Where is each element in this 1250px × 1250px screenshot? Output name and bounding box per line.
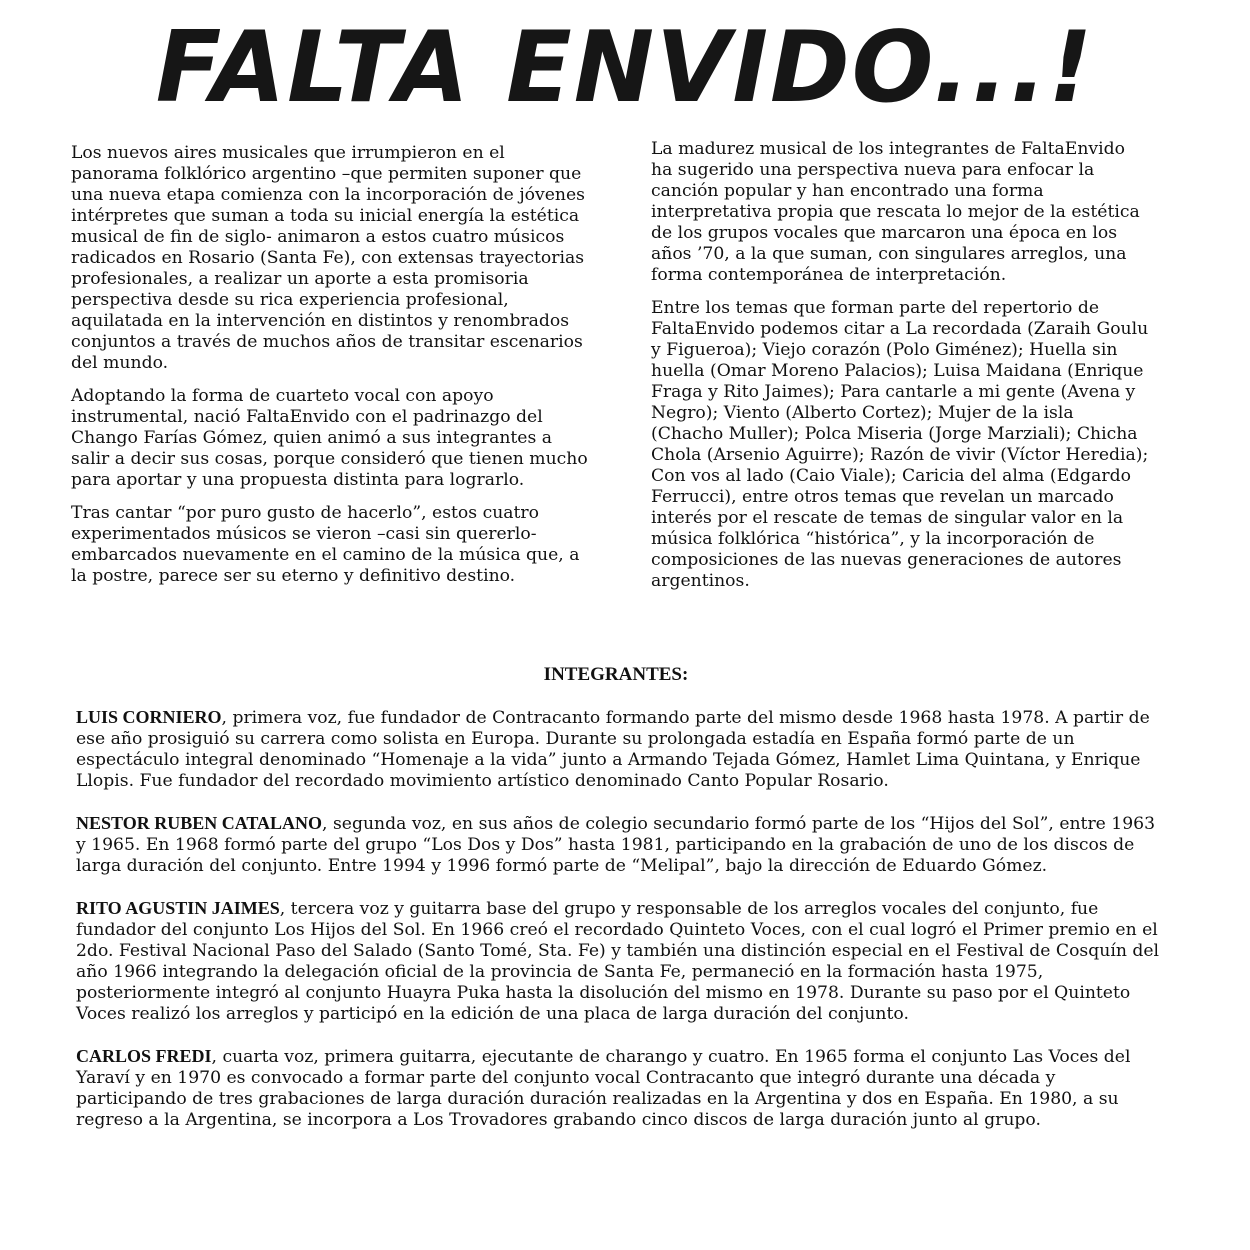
- member-bio: , cuarta voz, primera guitarra, ejecutante de charango y cuatro. En 1965 forma el conjunto Las Voces del Yaraví y en 1970 es convocado a formar parte del conjunto vocal Contracanto que integró durante una década y participando de tres grabaciones de larga duración duración realizadas en la Argentina y dos en España. En 1980, a su regreso a la Argentina, se incorpora a Los Trovadores grabando cinco discos de larga duración junto al grupo.: [76, 1047, 1131, 1130]
- paragraph: Adoptando la forma de cuarteto vocal con apoyo instrumental, nació FaltaEnvido con el padrinazgo del Chango Farías Gómez, quien animó a sus integrantes a salir a decir sus cosas, porque consideró que tienen mucho para aportar y una propuesta distinta para lograrlo.: [71, 386, 588, 490]
- paragraph: La madurez musical de los integrantes de FaltaEnvido ha sugerido una perspectiva nueva para enfocar la canción popular y han encontrado una forma interpretativa propia que rescata lo mejor de la estética de los grupos vocales que marcaron una época en los años ’70, a la que suman, con singulares arreglos, una forma contemporánea de interpretación.: [651, 139, 1140, 285]
- paragraph: Entre los temas que forman parte del repertorio de FaltaEnvido podemos citar a La recordada (Zaraih Goulu y Figueroa); Viejo corazón (Polo Giménez); Huella sin huella (Omar Moreno Palacios); Luisa Maidana (Enrique Fraga y Rito Jaimes); Para cantarle a mi gente (Avena y Negro); Viento (Alberto Cortez); Mujer de la isla (Chacho Muller); Polca Miseria (Jorge Marziali); Chicha Chola (Arsenio Aguirre); Razón de vivir (Víctor Heredia); Con vos al lado (Caio Viale); Caricia del alma (Edgardo Ferrucci), entre otros temas que revelan un marcado interés por el rescate de temas de singular valor en la música folklórica “histórica”, y la incorporación de composiciones de las nuevas generaciones de autores argentinos.: [651, 298, 1149, 591]
- member-name: NESTOR RUBEN CATALANO: [76, 813, 323, 833]
- members-list: [76, 707, 1166, 1152]
- member-entry: [76, 898, 1166, 1025]
- members-heading: INTEGRANTES:: [543, 664, 689, 685]
- member-entry: [76, 707, 1166, 792]
- member-bio: , segunda voz, en sus años de colegio secundario formó parte de los “Hijos del Sol”, entre 1963 y 1965. En 1968 formó parte del grupo “Los Dos y Dos” hasta 1981, participando en la grabación de uno de los discos de larga duración del conjunto. Entre 1994 y 1996 formó parte de “Melipal”, bajo la dirección de Eduardo Gómez.: [76, 814, 1156, 876]
- member-bio: , primera voz, fue fundador de Contracanto formando parte del mismo desde 1968 hasta 1978. A partir de ese año prosiguió su carrera como solista en Europa. Durante su prolongada estadía en España formó parte de un espectáculo integral denominado “Homenaje a la vida” junto a Armando Tejada Gómez, Hamlet Lima Quintana, y Enrique Llopis. Fue fundador del recordado movimiento artístico denominado Canto Popular Rosario.: [76, 708, 1150, 791]
- right-column: [651, 139, 1151, 604]
- paragraph: Los nuevos aires musicales que irrumpieron en el panorama folklórico argentino –que permiten suponer que una nueva etapa comienza con la incorporación de jóvenes intérpretes que suman a toda su inicial energía la estética musical de fin de siglo- animaron a estos cuatro músicos radicados en Rosario (Santa Fe), con extensas trayectorias profesionales, a realizar un aporte a esta promisoria perspectiva desde su rica experiencia profesional, aquilatada en la intervención en distintos y renombrados conjuntos a través de muchos años de transitar escenarios del mundo.: [71, 143, 585, 373]
- member-name: RITO AGUSTIN JAIMES: [76, 898, 280, 918]
- page-title: FALTA ENVIDO...!: [155, 11, 1095, 125]
- member-entry: [76, 813, 1166, 877]
- member-entry: [76, 1046, 1166, 1131]
- member-bio: , tercera voz y guitarra base del grupo y responsable de los arreglos vocales del conjunto, fue fundador del conjunto Los Hijos del Sol. En 1966 creó el recordado Quinteto Voces, con el cual logró el Primer premio en el 2do. Festival Nacional Paso del Salado (Santo Tomé, Sta. Fe) y también una distinción especial en el Festival de Cosquín del año 1966 integrando la delegación oficial de la provincia de Santa Fe, permaneció en la formación hasta 1975, posteriormente integró al conjunto Huayra Puka hasta la disolución del mismo en 1978. Durante su paso por el Quinteto Voces realizó los arreglos y participó en la edición de una placa de larga duración del conjunto.: [76, 899, 1160, 1024]
- paragraph: Tras cantar “por puro gusto de hacerlo”, estos cuatro experimentados músicos se vieron –casi sin quererlo- embarcados nuevamente en el camino de la música que, a la postre, parece ser su eterno y definitivo destino.: [71, 503, 580, 586]
- member-name: CARLOS FREDI: [76, 1046, 212, 1066]
- left-column: [71, 143, 591, 599]
- member-name: LUIS CORNIERO: [76, 707, 222, 727]
